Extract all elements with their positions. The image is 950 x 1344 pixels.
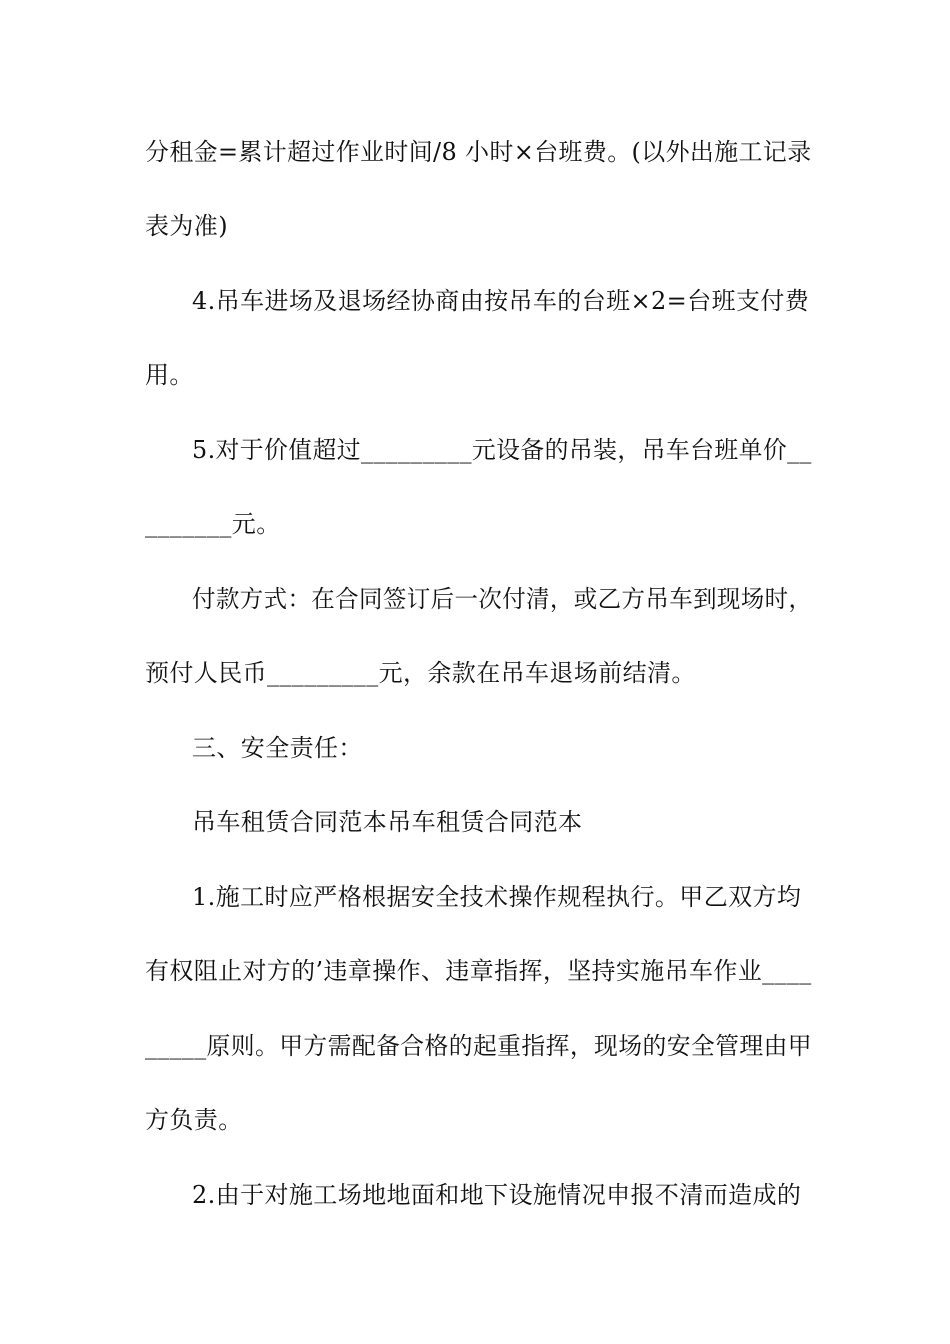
paragraph-line: 5.对于价值超过_________元设备的吊装，吊车台班单价__ (192, 436, 812, 464)
paragraph-line: 表为准) (145, 212, 228, 240)
paragraph-line: 4.吊车进场及退场经协商由按吊车的台班×2=台班支付费 (192, 287, 810, 315)
paragraph-line: 有权阻止对方的’违章操作、违章指挥，坚持实施吊车作业____ (145, 957, 812, 985)
paragraph-line: 方负责。 (145, 1106, 243, 1134)
paragraph-line: _______元。 (145, 510, 281, 538)
paragraph-line: 吊车租赁合同范本吊车租赁合同范本 (192, 808, 583, 836)
paragraph-line: 分租金=累计超过作业时间/8 小时×台班费。(以外出施工记录 (145, 138, 812, 166)
paragraph-line: 用。 (145, 361, 194, 389)
paragraph-line: 预付人民币_________元，余款在吊车退场前结清。 (145, 659, 696, 687)
section-heading: 三、安全责任： (192, 734, 363, 762)
paragraph-line: _____原则。甲方需配备合格的起重指挥，现场的安全管理由甲 (145, 1032, 813, 1060)
paragraph-line: 付款方式：在合同签订后一次付清，或乙方吊车到现场时， (192, 585, 813, 613)
paragraph-line: 1.施工时应严格根据安全技术操作规程执行。甲乙双方均 (192, 883, 802, 911)
paragraph-line: 2.由于对施工场地地面和地下设施情况申报不清而造成的 (192, 1181, 802, 1209)
